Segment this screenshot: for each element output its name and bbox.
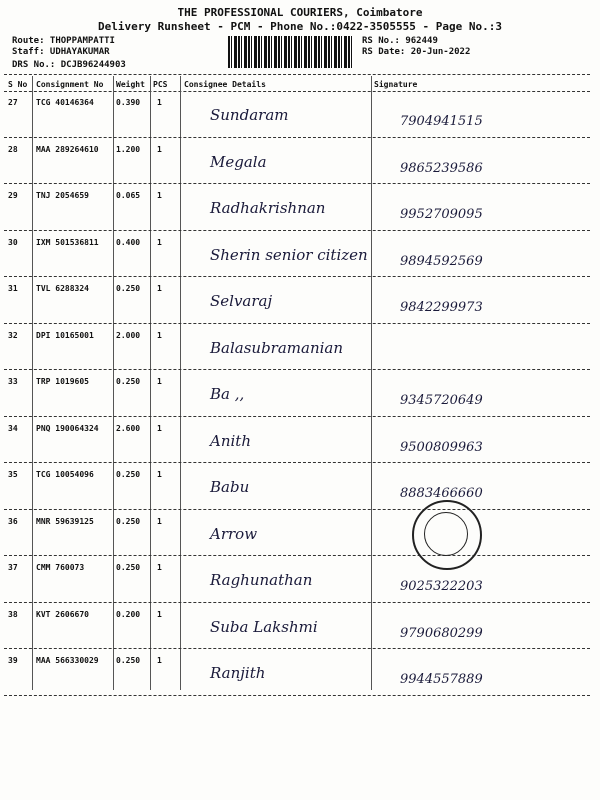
staff-label: Staff: UDHAYAKUMAR (12, 47, 110, 57)
row-signature-phone: 9944557889 (400, 672, 483, 687)
row-divider (4, 230, 590, 231)
row-signature-phone: 9842299973 (400, 300, 483, 315)
row-pcs: 1 (157, 98, 162, 107)
row-divider (4, 183, 590, 184)
row-weight: 0.390 (116, 98, 141, 107)
row-weight: 2.000 (116, 330, 141, 340)
row-weight: 0.400 (116, 237, 141, 247)
row-consignment-no: TNJ 2054659 (36, 191, 89, 200)
row-signature-phone: 9790680299 (400, 625, 483, 641)
table-header-rule (4, 91, 590, 92)
row-weight: 1.200 (116, 144, 141, 154)
col-header-pcs: PCS (153, 80, 168, 89)
row-consignee-name: Radhakrishnan (210, 199, 326, 217)
row-weight: 2.600 (116, 423, 141, 433)
col-header-weight: Weight (116, 80, 145, 89)
row-pcs: 1 (157, 284, 162, 293)
row-signature-phone: 9025322203 (400, 579, 483, 594)
row-pcs: 1 (157, 237, 162, 247)
row-consignee-name: Sundaram (210, 106, 289, 124)
row-consignment-no: DPI 10165001 (36, 330, 94, 340)
row-consignment-no: TVL 6288324 (36, 284, 89, 293)
row-sno: 36 (8, 516, 18, 526)
row-sno: 32 (8, 330, 18, 340)
col-header-consignment: Consignment No (36, 80, 104, 89)
row-pcs: 1 (157, 377, 162, 386)
row-sno: 35 (8, 470, 18, 479)
rs-number: RS No.: 962449 (362, 36, 438, 46)
row-sno: 27 (8, 98, 18, 107)
row-weight: 0.200 (116, 609, 141, 619)
row-signature-phone: 9865239586 (400, 160, 483, 176)
row-divider (4, 555, 590, 556)
drs-label: DRS No.: DCJB96244903 (12, 60, 126, 70)
row-sno: 34 (8, 423, 18, 433)
row-consignee-name: Babu (210, 478, 250, 496)
row-signature-phone: 7904941515 (400, 114, 483, 129)
row-signature-phone: 9952709095 (400, 207, 483, 222)
row-divider (4, 509, 590, 510)
row-consignment-no: CMM 760073 (36, 563, 85, 572)
row-weight: 0.250 (116, 470, 141, 479)
runsheet-title: THE PROFESSIONAL COURIERS, Coimbatore (177, 6, 423, 19)
row-consignee-name: Balasubramanian (210, 338, 344, 357)
row-divider (4, 369, 590, 370)
row-signature-phone: 9894592569 (400, 253, 483, 269)
col-header-signature: Signature (374, 80, 418, 89)
row-consignee-name: Selvaraj (210, 292, 273, 310)
row-divider (4, 323, 590, 324)
row-divider (4, 602, 590, 603)
row-signature-phone: 9345720649 (400, 393, 483, 408)
row-weight: 0.250 (116, 516, 141, 526)
row-consignment-no: PNQ 190064324 (36, 423, 99, 433)
col-divider (32, 76, 33, 690)
row-pcs: 1 (157, 656, 162, 665)
row-divider (4, 276, 590, 277)
row-consignment-no: TCG 40146364 (36, 98, 94, 107)
row-sno: 28 (8, 144, 18, 154)
row-weight: 0.250 (116, 377, 141, 386)
row-consignee-name: Suba Lakshmi (210, 617, 318, 636)
row-pcs: 1 (157, 516, 162, 526)
row-consignment-no: MAA 566330029 (36, 656, 99, 665)
row-signature-phone: 9500809963 (400, 439, 483, 455)
row-weight: 0.065 (116, 191, 141, 200)
col-header-sno: S No (8, 80, 28, 89)
row-consignee-name: Megala (210, 152, 267, 171)
row-sno: 29 (8, 191, 18, 200)
row-consignee-name: Sherin senior citizen (210, 245, 368, 264)
row-pcs: 1 (157, 563, 162, 572)
row-pcs: 1 (157, 191, 162, 200)
row-weight: 0.250 (116, 656, 141, 665)
col-divider (371, 76, 372, 690)
row-pcs: 1 (157, 423, 162, 433)
row-consignee-name: Ba ,, (210, 385, 245, 403)
row-divider (4, 648, 590, 649)
col-divider (113, 76, 114, 690)
row-consignee-name: Ranjith (210, 664, 266, 682)
row-consignment-no: TRP 1019605 (36, 377, 89, 386)
row-signature-phone: 8883466660 (400, 486, 483, 501)
row-divider (4, 695, 590, 696)
row-consignee-name: Anith (210, 431, 251, 450)
row-sno: 38 (8, 609, 18, 619)
col-header-consignee: Consignee Details (184, 80, 266, 89)
row-weight: 0.250 (116, 563, 141, 572)
row-pcs: 1 (157, 470, 162, 479)
row-sno: 31 (8, 284, 18, 293)
row-divider (4, 416, 590, 417)
col-divider (150, 76, 151, 690)
row-divider (4, 137, 590, 138)
col-divider (180, 76, 181, 690)
route-label: Route: THOPPAMPATTI (12, 36, 115, 46)
runsheet-subtitle: Delivery Runsheet - PCM - Phone No.:0422-3505555 - Page No.:3 (98, 20, 502, 33)
rs-date: RS Date: 20-Jun-2022 (362, 47, 471, 57)
row-consignee-name: Arrow (210, 524, 258, 543)
barcode (228, 36, 354, 68)
row-pcs: 1 (157, 330, 162, 340)
row-consignment-no: TCG 10054096 (36, 470, 94, 479)
row-consignment-no: KVT 2606670 (36, 609, 89, 619)
receiver-stamp (412, 500, 482, 570)
row-pcs: 1 (157, 609, 162, 619)
row-consignment-no: MNR 59639125 (36, 516, 94, 526)
row-sno: 30 (8, 237, 18, 247)
row-sno: 33 (8, 377, 18, 386)
row-consignee-name: Raghunathan (210, 571, 313, 589)
row-weight: 0.250 (116, 284, 141, 293)
row-sno: 39 (8, 656, 18, 665)
row-consignment-no: IXM 501536811 (36, 237, 99, 247)
row-pcs: 1 (157, 144, 162, 154)
row-consignment-no: MAA 289264610 (36, 144, 99, 154)
table-top-rule (4, 74, 590, 75)
row-divider (4, 462, 590, 463)
row-sno: 37 (8, 563, 18, 572)
